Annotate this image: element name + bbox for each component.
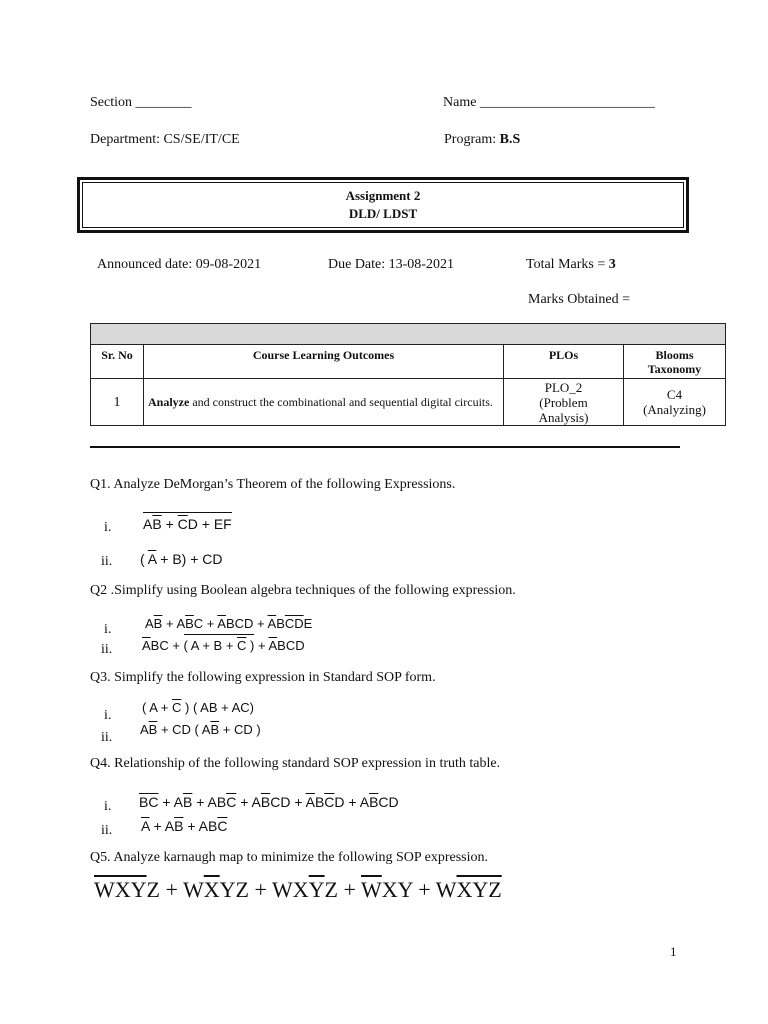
row-plo <box>504 379 624 426</box>
clo-table <box>90 323 726 426</box>
q2-expression-ii: $\overline{A}BC$ + ( $A + B + \overline{C}$ ) + $\overline{A}BCD$ <box>142 638 305 653</box>
program-field <box>444 131 520 148</box>
q2-expression-i: $A\overline{B} + A\overline{B}C + \overline{A}BCD + \overline{A}B\overline{CD}E$ <box>145 616 313 631</box>
section-field: Section ________ <box>90 95 192 110</box>
plo-line2: (Problem <box>539 394 588 410</box>
q3-expression-ii: $A\overline{B}$ + CD ( $A\overline{B}$ + CD ) <box>140 722 261 737</box>
question-1: Q1. Analyze DeMorgan’s Theorem of the following Expressions. <box>90 477 456 492</box>
page-number: 1 <box>670 944 677 959</box>
table-row <box>91 379 726 426</box>
question-2: Q2 .Simplify using Boolean algebra techniques of the following expression. <box>90 583 516 598</box>
header-sr-no: Sr. No <box>91 345 144 379</box>
q1-numeral-i: i. <box>104 520 112 535</box>
blooms-line1: C4 <box>666 387 683 402</box>
q4-expression-ii: $\overline{A} + A\overline{B} + AB\overline{C}$ <box>141 818 228 834</box>
q3-expression-i: ( $A + \overline{C}$ ) ( AB + AC) <box>142 700 254 715</box>
name-field: Name _________________________ <box>443 95 655 110</box>
total-marks-label: Total Marks = <box>526 257 609 272</box>
due-date: Due Date: 13-08-2021 <box>328 257 454 272</box>
row-outcome <box>144 379 504 426</box>
plo-line3: Analysis) <box>538 409 589 425</box>
outcome-rest: and construct the combinational and sequential digital circuits. <box>189 394 493 409</box>
outcome-bold: Analyze <box>148 394 190 409</box>
q3-numeral-ii: ii. <box>101 730 113 745</box>
section-divider <box>90 446 680 448</box>
assignment-title: Assignment 2 <box>345 188 421 203</box>
total-marks-value: 3 <box>608 257 616 272</box>
question-3: Q3. Simplify the following expression in Standard SOP form. <box>90 670 436 685</box>
row-sr: 1 <box>91 379 144 426</box>
header-blooms: Blooms Taxonomy <box>624 345 726 379</box>
q2-numeral-ii: ii. <box>101 642 113 657</box>
program-value: B.S <box>499 132 521 147</box>
marks-obtained: Marks Obtained = <box>528 292 630 307</box>
q4-expression-i: $\overline{B}\overline{C} + A\overline{B} + AB\overline{C} + A\overline{B}CD + \overline{A}B\overline{C}D + A\overline{B}CD$ <box>139 794 399 810</box>
q4-numeral-i: i. <box>104 799 112 814</box>
plo-line1: PLO_2 <box>544 379 583 395</box>
question-4: Q4. Relationship of the following standard SOP expression in truth table. <box>90 756 501 771</box>
q3-numeral-i: i. <box>104 708 112 723</box>
header-plos: PLOs <box>504 345 624 379</box>
q1-expression-i: $A\overline{B} + \overline{C}D$ + EF <box>143 516 232 532</box>
table-shaded-row <box>91 324 726 345</box>
question-5: Q5. Analyze karnaugh map to minimize the following SOP expression. <box>90 850 489 865</box>
title-box <box>82 182 684 228</box>
blooms-line2: (Analyzing) <box>643 402 706 417</box>
q1-expression-ii: ( $\overline{A} + B$) + CD <box>140 551 223 567</box>
q5-expression: $\overline{WXY}Z + W\overline{X}YZ + WX\overline{Y}Z + \overline{W}XY + W\overline{XYZ}$ <box>94 877 502 902</box>
row-blooms <box>624 379 726 426</box>
q1-numeral-ii: ii. <box>101 554 113 569</box>
total-marks <box>526 256 616 273</box>
header-clo: Course Learning Outcomes <box>144 345 504 379</box>
course-title: DLD/ LDST <box>348 206 418 221</box>
q4-numeral-ii: ii. <box>101 823 113 838</box>
q2-numeral-i: i. <box>104 622 112 637</box>
announced-date: Announced date: 09-08-2021 <box>97 257 262 272</box>
table-header-row <box>91 345 726 379</box>
program-label: Program: <box>444 132 497 147</box>
department-label: Department: CS/SE/IT/CE <box>90 132 240 147</box>
